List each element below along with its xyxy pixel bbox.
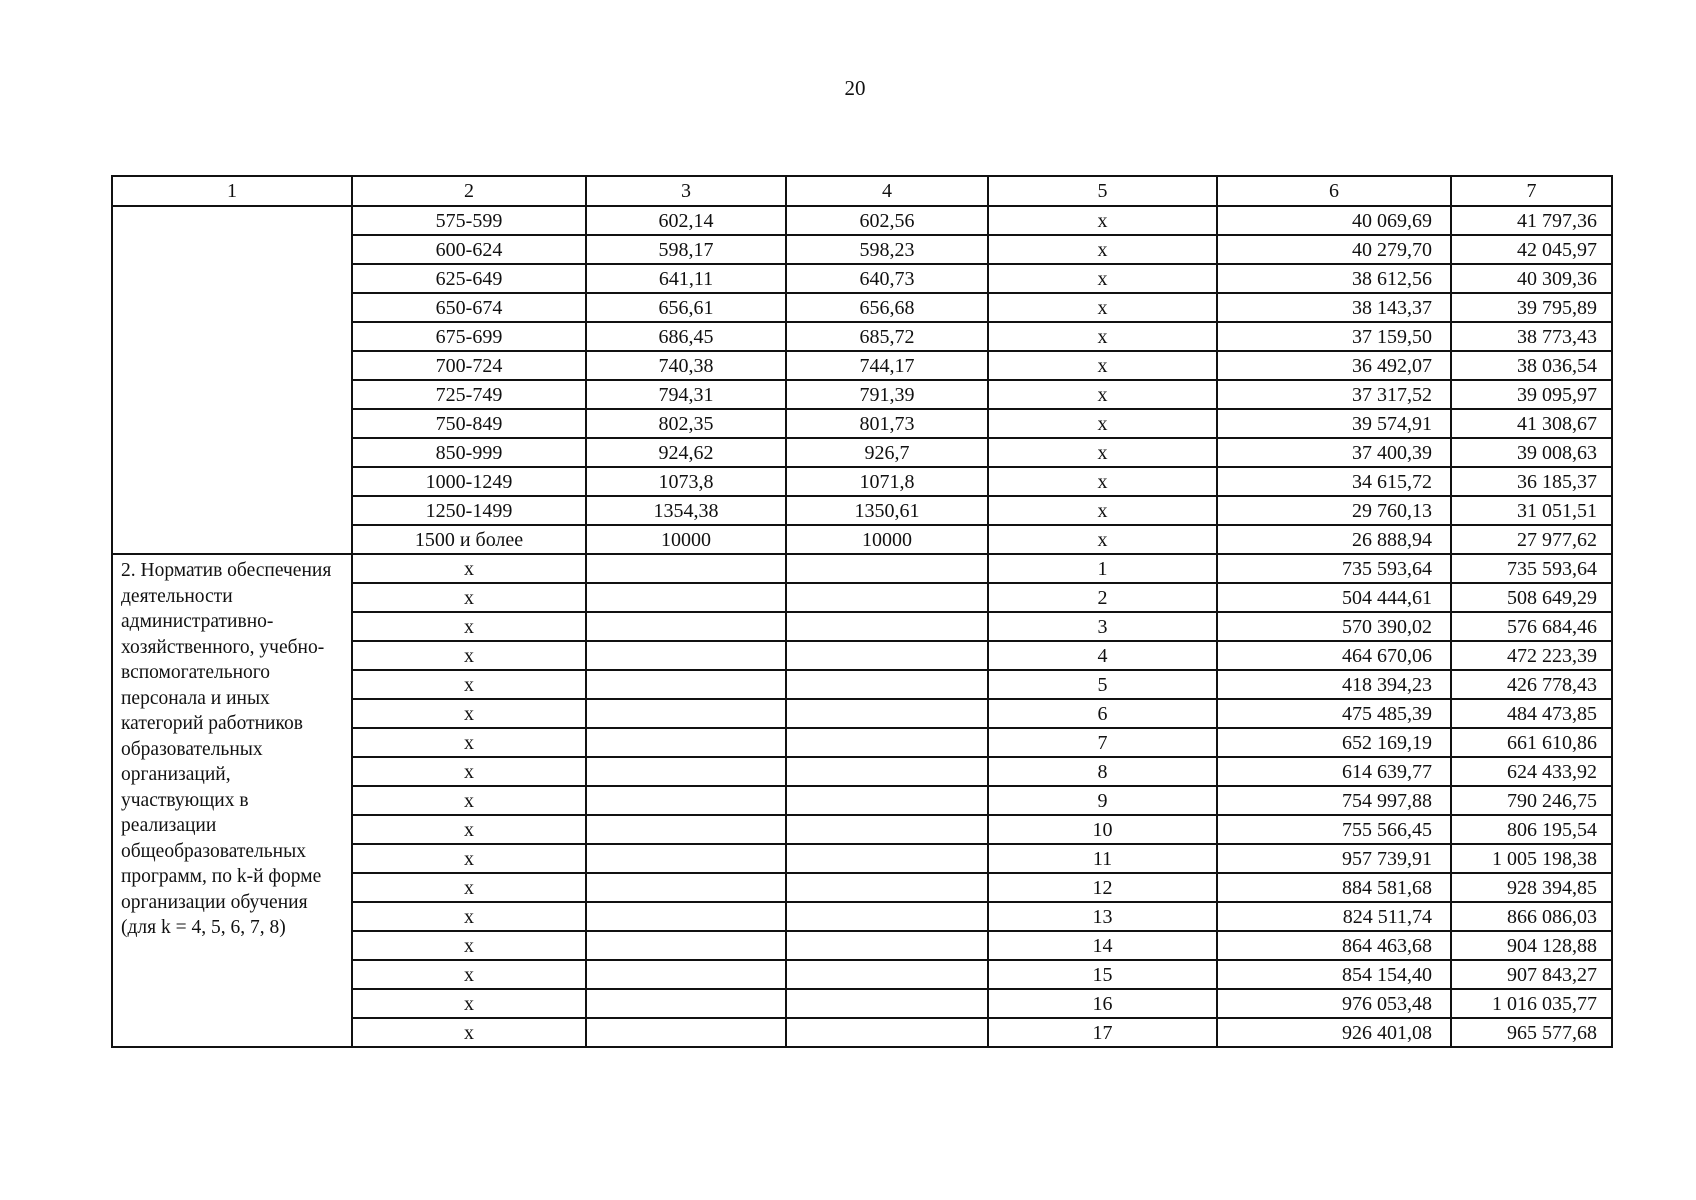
table-cell: х <box>988 235 1217 264</box>
table-cell: х <box>352 699 586 728</box>
table-cell: 39 574,91 <box>1217 409 1451 438</box>
table-cell: 641,11 <box>586 264 786 293</box>
table-cell: 37 317,52 <box>1217 380 1451 409</box>
table-cell: 3 <box>988 612 1217 641</box>
table-cell: 8 <box>988 757 1217 786</box>
table-cell: 13 <box>988 902 1217 931</box>
table-cell: 725-749 <box>352 380 586 409</box>
table-cell: 1 005 198,38 <box>1451 844 1612 873</box>
table-cell: 740,38 <box>586 351 786 380</box>
table-cell: 38 036,54 <box>1451 351 1612 380</box>
table-cell: 29 760,13 <box>1217 496 1451 525</box>
table-cell <box>586 960 786 989</box>
table-cell: 1350,61 <box>786 496 988 525</box>
table-cell <box>786 641 988 670</box>
table-cell <box>586 844 786 873</box>
table-cell: 794,31 <box>586 380 786 409</box>
table-cell: 735 593,64 <box>1217 554 1451 583</box>
table-cell: х <box>988 409 1217 438</box>
table-cell: 661 610,86 <box>1451 728 1612 757</box>
table-cell <box>786 786 988 815</box>
table-cell <box>586 757 786 786</box>
table-cell: 10 <box>988 815 1217 844</box>
table-cell: 16 <box>988 989 1217 1018</box>
table-cell: 11 <box>988 844 1217 873</box>
table-cell: 464 670,06 <box>1217 641 1451 670</box>
table-cell: 7 <box>988 728 1217 757</box>
table-cell: 824 511,74 <box>1217 902 1451 931</box>
table-cell: 26 888,94 <box>1217 525 1451 554</box>
table-cell: 31 051,51 <box>1451 496 1612 525</box>
table-cell: 656,68 <box>786 293 988 322</box>
table-cell: 602,56 <box>786 206 988 235</box>
table-cell: 685,72 <box>786 322 988 351</box>
table-cell <box>786 931 988 960</box>
column-header-4: 4 <box>786 176 988 206</box>
table-cell: 37 400,39 <box>1217 438 1451 467</box>
table-cell: х <box>988 351 1217 380</box>
table-cell: х <box>352 844 586 873</box>
table-cell: 600-624 <box>352 235 586 264</box>
standards-table <box>111 175 1613 1048</box>
table-cell: 754 997,88 <box>1217 786 1451 815</box>
table-cell: 790 246,75 <box>1451 786 1612 815</box>
section-1-label-cell <box>112 206 352 554</box>
section-2-label: 2. Норматив обеспечения деятельности административно-хозяйственного, учебно-вспомогательного персонала и иных категорий работников образовательных организаций, участвующих в реализации общеобразовательных программ, по k-й форме организации обучения (для k = 4, 5, 6, 7, 8) <box>112 554 352 1047</box>
table-cell: 755 566,45 <box>1217 815 1451 844</box>
table-cell <box>586 873 786 902</box>
table-cell <box>586 1018 786 1047</box>
table-cell: 475 485,39 <box>1217 699 1451 728</box>
table-cell: 791,39 <box>786 380 988 409</box>
table-cell: 614 639,77 <box>1217 757 1451 786</box>
table-cell <box>586 786 786 815</box>
table-cell: 640,73 <box>786 264 988 293</box>
table-cell: 801,73 <box>786 409 988 438</box>
table-cell: 735 593,64 <box>1451 554 1612 583</box>
table-cell: 38 143,37 <box>1217 293 1451 322</box>
table-cell: 1 016 035,77 <box>1451 989 1612 1018</box>
table-cell: 625-649 <box>352 264 586 293</box>
column-header-5: 5 <box>988 176 1217 206</box>
table-header-row <box>112 176 1612 206</box>
table-cell: х <box>352 554 586 583</box>
table-cell: 864 463,68 <box>1217 931 1451 960</box>
table-cell: х <box>988 293 1217 322</box>
table-cell: х <box>352 1018 586 1047</box>
table-cell: 1250-1499 <box>352 496 586 525</box>
table-cell: 700-724 <box>352 351 586 380</box>
table-cell: 40 279,70 <box>1217 235 1451 264</box>
table-cell: 10000 <box>786 525 988 554</box>
table-cell: 39 095,97 <box>1451 380 1612 409</box>
table-cell: х <box>352 641 586 670</box>
table-cell: 652 169,19 <box>1217 728 1451 757</box>
table-cell: 976 053,48 <box>1217 989 1451 1018</box>
table-cell <box>586 612 786 641</box>
table-cell: 6 <box>988 699 1217 728</box>
table-cell: 38 773,43 <box>1451 322 1612 351</box>
table-cell: х <box>352 873 586 902</box>
table-cell <box>786 1018 988 1047</box>
table-cell: х <box>352 902 586 931</box>
table-cell: 866 086,03 <box>1451 902 1612 931</box>
table-cell: 10000 <box>586 525 786 554</box>
table-cell: 598,17 <box>586 235 786 264</box>
table-cell: 957 739,91 <box>1217 844 1451 873</box>
table-cell: х <box>988 322 1217 351</box>
table-cell: х <box>352 612 586 641</box>
table-cell <box>786 554 988 583</box>
table-cell: 39 795,89 <box>1451 293 1612 322</box>
table-cell: 1500 и более <box>352 525 586 554</box>
table-cell: 924,62 <box>586 438 786 467</box>
table-row <box>112 554 1612 583</box>
table-cell: 965 577,68 <box>1451 1018 1612 1047</box>
table-cell <box>586 670 786 699</box>
table-cell: 4 <box>988 641 1217 670</box>
table-cell: 12 <box>988 873 1217 902</box>
table-cell: 650-674 <box>352 293 586 322</box>
table-cell: 750-849 <box>352 409 586 438</box>
column-header-2: 2 <box>352 176 586 206</box>
table-cell: х <box>352 583 586 612</box>
table-cell: 884 581,68 <box>1217 873 1451 902</box>
table-cell: 570 390,02 <box>1217 612 1451 641</box>
table-cell: 656,61 <box>586 293 786 322</box>
table-cell: 802,35 <box>586 409 786 438</box>
table-cell: х <box>988 380 1217 409</box>
page-number: 20 <box>844 76 866 100</box>
table-cell: 27 977,62 <box>1451 525 1612 554</box>
table-cell: 598,23 <box>786 235 988 264</box>
table-cell: х <box>352 931 586 960</box>
table-cell: 418 394,23 <box>1217 670 1451 699</box>
table-cell: 1 <box>988 554 1217 583</box>
table-cell: х <box>988 264 1217 293</box>
table-cell: 15 <box>988 960 1217 989</box>
table-cell <box>786 583 988 612</box>
table-cell: 5 <box>988 670 1217 699</box>
table-cell: 39 008,63 <box>1451 438 1612 467</box>
column-header-3: 3 <box>586 176 786 206</box>
table-cell <box>786 902 988 931</box>
table-cell: 575-599 <box>352 206 586 235</box>
table-cell <box>786 815 988 844</box>
table-cell: х <box>988 496 1217 525</box>
table-cell: х <box>352 989 586 1018</box>
table-cell: х <box>988 438 1217 467</box>
table-cell <box>586 989 786 1018</box>
table-cell: 40 069,69 <box>1217 206 1451 235</box>
table-cell <box>586 728 786 757</box>
table-cell <box>786 612 988 641</box>
table-cell: 1071,8 <box>786 467 988 496</box>
table-cell: 576 684,46 <box>1451 612 1612 641</box>
table-cell <box>786 670 988 699</box>
table-cell <box>586 815 786 844</box>
table-cell: 907 843,27 <box>1451 960 1612 989</box>
table-cell <box>786 844 988 873</box>
table-cell: 1000-1249 <box>352 467 586 496</box>
table-cell: 9 <box>988 786 1217 815</box>
table-cell: 854 154,40 <box>1217 960 1451 989</box>
table-cell: 675-699 <box>352 322 586 351</box>
table-cell: 40 309,36 <box>1451 264 1612 293</box>
table-cell <box>786 757 988 786</box>
table-cell: 426 778,43 <box>1451 670 1612 699</box>
table-cell <box>586 583 786 612</box>
table-cell: 508 649,29 <box>1451 583 1612 612</box>
table-cell: 484 473,85 <box>1451 699 1612 728</box>
table-cell: х <box>352 728 586 757</box>
table-cell: х <box>352 786 586 815</box>
table-cell: 926,7 <box>786 438 988 467</box>
table-cell: 904 128,88 <box>1451 931 1612 960</box>
table-cell: 41 308,67 <box>1451 409 1612 438</box>
table-cell: 602,14 <box>586 206 786 235</box>
table-cell: 38 612,56 <box>1217 264 1451 293</box>
table-cell: х <box>352 757 586 786</box>
table-cell <box>786 989 988 1018</box>
column-header-7: 7 <box>1451 176 1612 206</box>
table-cell: 37 159,50 <box>1217 322 1451 351</box>
table-cell: 2 <box>988 583 1217 612</box>
table-cell: 806 195,54 <box>1451 815 1612 844</box>
table-cell <box>586 641 786 670</box>
table-cell <box>786 960 988 989</box>
table-cell: 504 444,61 <box>1217 583 1451 612</box>
table-cell: х <box>352 815 586 844</box>
table-cell <box>786 728 988 757</box>
table-cell: х <box>988 525 1217 554</box>
table-cell: 17 <box>988 1018 1217 1047</box>
table-cell <box>586 699 786 728</box>
table-cell: 850-999 <box>352 438 586 467</box>
table-cell: 926 401,08 <box>1217 1018 1451 1047</box>
table-cell: 472 223,39 <box>1451 641 1612 670</box>
table-cell: 41 797,36 <box>1451 206 1612 235</box>
table-cell <box>786 699 988 728</box>
table-row <box>112 206 1612 235</box>
table-cell: 36 185,37 <box>1451 467 1612 496</box>
table-cell: 42 045,97 <box>1451 235 1612 264</box>
table-cell: 744,17 <box>786 351 988 380</box>
table-cell: 928 394,85 <box>1451 873 1612 902</box>
column-header-1: 1 <box>112 176 352 206</box>
table-cell: 1354,38 <box>586 496 786 525</box>
table-cell <box>586 902 786 931</box>
column-header-6: 6 <box>1217 176 1451 206</box>
table-cell: 34 615,72 <box>1217 467 1451 496</box>
table-cell: х <box>988 467 1217 496</box>
table-cell: 1073,8 <box>586 467 786 496</box>
table-cell: х <box>352 670 586 699</box>
table-cell <box>586 554 786 583</box>
table-cell <box>786 873 988 902</box>
table-cell <box>586 931 786 960</box>
table-cell: 36 492,07 <box>1217 351 1451 380</box>
table-cell: х <box>988 206 1217 235</box>
table-cell: 686,45 <box>586 322 786 351</box>
table-cell: 14 <box>988 931 1217 960</box>
table-cell: х <box>352 960 586 989</box>
table-cell: 624 433,92 <box>1451 757 1612 786</box>
